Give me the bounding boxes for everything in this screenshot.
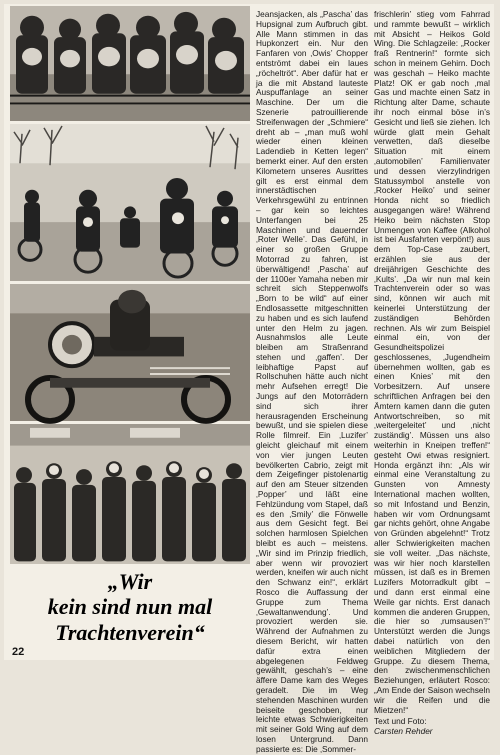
photo-group-portrait — [10, 424, 250, 586]
photo-credit — [374, 717, 490, 737]
photo-chopper-closeup — [10, 284, 250, 424]
credit-name: Carsten Rehder — [374, 726, 433, 737]
headline-line-1: „Wir — [107, 569, 153, 594]
page-number: 22 — [12, 646, 25, 658]
article-column-1 — [256, 9, 368, 754]
article-headline — [10, 564, 250, 644]
article-column-2 — [374, 9, 490, 737]
photo-bikers-back-view — [10, 6, 250, 124]
headline-line-2: kein sind nun mal Trachtenverein“ — [47, 594, 213, 645]
magazine-page — [4, 4, 494, 754]
column-1-text: Jeansjacken, als „Pascha’ das Hupsignal zum Aufbruch gibt. Alle Mann stimmen in das Hupkonzert ein. Nur den Fanfaren von ‚Owis’ Chopper entströmt dabei ein laues „röcheltröt“. Aber dafür hat er ja die mit Abstand lauteste Auspuffanlage an seiner Maschine. Der um die Szenerie patrouillierende Streifenwagen der „Schmiere“ dreht ab – „man muß wohl wieder einen kleinen Ladendieb in Ketten legen“ bemerkt einer. Auf den ersten Kilometern unseres Ausrittes gilt es erst einmal dem innerstädtischen Verkehrsgewühl zu entrinnen – gar kein so leichtes Unterfangen bei 25 Maschinen und dauernder ‚Roter Welle’. Das Gefühl, in einer so großen Gruppe Motorrad zu fahren, ist überwältigend! ‚Pascha’ auf der 1100er Yamaha neben mir schreit sich Steppenwolfs „Born to be wild“ auf einer Endlosassette mitgeschnitten zu haben und es sich laufend unter den Helm zu jagen. Ausnahmslos alle Leute bleiben am Straßenrand stehen und ‚gaffen’. Der leibhaftige Papst auf Rollschuhen hätte auch nicht mehr Aufsehen erregt! Die Jungs auf den Motorrädern sind sich ihrer herausragenden Erscheinung bewußt, und sie spielen diese Rolle filmreif. Ein ‚Luzifer’ gleicht gleichauf mit einem von vier jungen Leuten bevölkerten Cabrio, zeigt mit dem Zeigefinger pistolenartig auf den am Steuer sitzenden ‚Popper’ und läßt eine Fehlzündung vom Stapel, daß es den ‚Smily’ die Fönwelle aus dem Gesicht fegt. Bei solchen harmlosen Spielchen bleibt es auch – meistens. „Wir sind im Prinzip friedlich, aber wenn wir provoziert werden, kneifen wir auch nicht den Schwanz ein!“, erklärt Rosco die Auffassung der Gruppe zum Thema ‚Gewaltanwendung’. Und provoziert werden sie. Während der Aufnahmen zu diesem Bericht, wir hatten dafür extra einen abgelegenen Feldweg gewählt, geschah’s – eine äffere Dame kam des Weges geradelt. Die im Weg stehenden Maschinen wurden beiseite geschoben, nur leichte etwas Schwierigkeiten mit seiner Gold Wing auf dem losen Untergrund. Dann passierte es: Die ‚Sommer- — [256, 9, 368, 754]
column-2-text: frischlerin’ stieg vom Fahrrad und rammte bewußt – wirklich mit Absicht – Heikos Gold Wing. Die Schlagzeile: „Rocker fraß Rentnerin!“ formte sich schon in meinem Gehirn. Doch was geschah – Heiko machte Platz! OK er gab noch ‚mal Gas und machte einen Satz in Richtung alter Dame, schaute ihr noch einmal böse in’s Gesicht und ließ sie ziehen. Ich würde glatt mein Gehalt verwetten, daß dieselbe Situation mit einem ‚automobilen’ Familienvater und dessen vierzylindrigen Statussymbol anstelle von ‚Rocker Heiko’ und seiner Honda nicht so friedlich ausgegangen wäre! Während Heiko beim nächsten Stop Unmengen von Kaffee (Alkohol ist bei Ausfahrten verpönt!) aus dem Top-Case zaubert, erzählen sie aus der dreijährigen Geschichte des ‚Kults’. „Da wir nun mal kein Trachtenverein oder so was sind, können wir auch mit keinerlei Unterstützung der zuständigen Behörden rechnen. Als wir zum Beispiel einmal ein, von der Gesundheitspolizei geschlossenes, ‚Jugendheim übernehmen wollten, gab es einen Knies’ mit den Vorbesitzern. Auf unsere schriftlichen Anfragen bei den Ämtern kamen dann die guten Antwortschreiben, so mit ‚weitergeleitet’ und ‚nicht zuständig’. Müssen uns also weiterhin in Kneipen treffen!“ gesteht Owi etwas resigniert. Honda ergänzt ihn: „Als wir einmal eine Veranstaltung zu Gunsten von Amnesty International machen wollten, so mit Infostand und Benzin, haben wir vom Ordnungsamt gar nichts gehört, ohne Angabe von Gründen abgelehnt!“ Trotz aller Schwierigkeiten machen sie voll weiter. „Das nächste, was wir hier noch klarstellen müssen, ist daß es in Bremen Luzifers Motorradkult gibt – und dann erst einmal eine Weile gar nichts. Erst danach kommen die anderen Gruppen, die hier so ‚rumsausen’!“ Unterstützt werden die Jungs dabei natürlich von den weiblichen Mitgliedern der Gruppe. Zu diesem Thema, den zwischenmenschlichen Beziehungen, erläutert Rosco: „Am Ende der Saison wechseln wir die Reifen und die Mietzen!“ — [374, 9, 490, 715]
credit-label: Text und Foto: — [374, 716, 427, 727]
photo-column — [10, 6, 250, 586]
photo-riders-on-road — [10, 124, 250, 284]
